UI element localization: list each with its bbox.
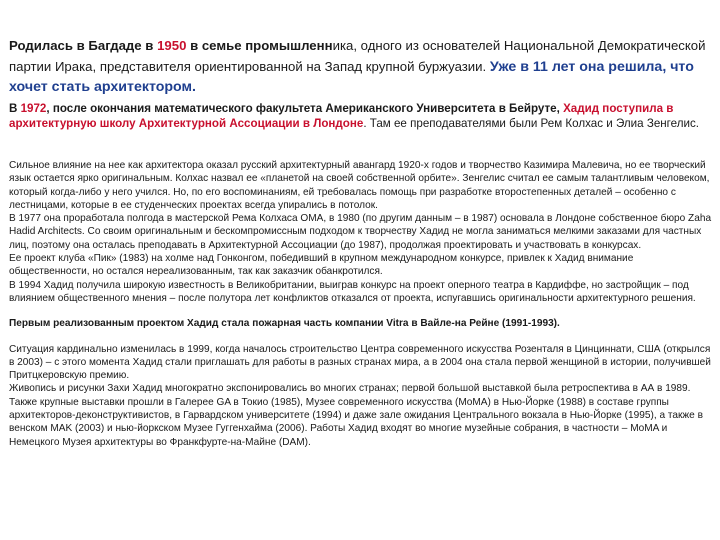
education-prefix: В <box>9 101 21 115</box>
body-paragraph-cardiff: В 1994 Хадид получила широкую известность в Великобритании, выиграв конкурс на проект оперного театра в Кардиффе, но застройщик – под влиянием общественного мнения – после полутора лет конфликтов отказался от проекта, испугавшись оригинальности архитектурного решения. <box>9 279 696 304</box>
family-phrase: в семье промышленн <box>186 38 333 53</box>
intro-paragraph-1 <box>9 36 713 98</box>
teachers-phrase: . Там ее преподавателями были Рем Колхас и Элиа Зенгелис. <box>363 117 699 130</box>
body-section <box>9 159 713 449</box>
body-paragraph-bureau: В 1977 она проработала полгода в мастерской Рема Колхаса OMA, в 1980 (по другим данным – в 1987) основала в Лондоне собственное бюро Zaha Hadid Architects. Со своим оригинальным и бескомпромиссным подходом к творчеству Хадид не могла заниматься мелкими заказами для частных лиц, поэтому она осталась преподавать в Архитектурной Ассоциации (до 1987), продолжая проектировать и участвовать в конкурсах. <box>9 213 712 251</box>
body-paragraph-peak-club: Ее проект клуба «Пик» (1983) на холме над Гонконгом, победивший в крупном международном конкурсе, привлек к Хадид внимание общественности, но остался нереализованным, так как заказчик обанкротился. <box>9 253 634 278</box>
body-paragraph-vitra: Первым реализованным проектом Хадид стала пожарная часть компании Vitra в Вайле-на Рейне (1991-1993). <box>9 318 560 330</box>
father-description: ика, одного из основателей Национальной Демократической партии Ирака, представителя ориентированной на Запад крупной буржуазии. <box>9 38 706 74</box>
aa-school-highlight: Хадид поступила в архитектурную школу Архитектурной Ассоциации в Лондоне <box>9 101 674 130</box>
birth-year: 1950 <box>157 38 187 53</box>
decision-highlight: Уже в 11 лет она решила, что хочет стать архитектором. <box>9 58 694 95</box>
intro-paragraph-2 <box>9 101 713 132</box>
education-year: 1972 <box>20 101 47 115</box>
university-phrase: , после окончания математического факультета Американского Университета в Бейруте, <box>46 101 564 115</box>
paragraph-gap <box>9 305 713 317</box>
birth-phrase: Родилась в Багдаде в <box>9 38 158 53</box>
intro-section <box>9 36 713 132</box>
body-paragraph-exhibitions: Живопись и рисунки Захи Хадид многократно экспонировались во многих странах; первой большой выставкой была ретроспектива в АА в 1989. Также крупные выставки прошли в Галерее GA в Токио (1985), Музее современного искусства (MoMA) в Нью-Йорке (1988) в составе группы архитекторов-деконструктивистов, в Гарвардском университете (1994) и даже зале ожидания Центрального вокзала в Нью-Йорке (1995), а также в венском MAK (2003) и нью-йоркском Музее Гуггенхайма (2006). Работы Хадид входят во многие музейные собрания, в частности – MoMA и Немецкого Музея архитектуры во Франкфурте-на-Майне (DAM). <box>9 383 703 448</box>
body-paragraph-avantgarde: Сильное влияние на нее как архитектора оказал русский архитектурный авангард 1920-х годов и творчество Казимира Малевича, но ее творческий язык остается ярко оригинальным. Колхас назвал ее «планетой на своей собственной орбите». Зенгелис считал ее самым талантливым человеком, который когда-либо у него учился. Но, по его воспоминаниям, ей требовалась помощь при разработке второстепенных деталей – особенно с лестницами, которые в ее студенческих проектах всегда упирались в потолок. <box>9 160 710 211</box>
paragraph-gap <box>9 331 713 343</box>
body-paragraph-rosenthal: Ситуация кардинально изменилась в 1999, когда началось строительство Центра современного искусства Розенталя в Цинциннати, США (открылся в 2003) – с этого момента Хадид стали приглашать для работы в разных странах мира, а в 2004 она стала первой женщиной в истории, получившей Притцкеровскую премию. <box>9 343 711 382</box>
